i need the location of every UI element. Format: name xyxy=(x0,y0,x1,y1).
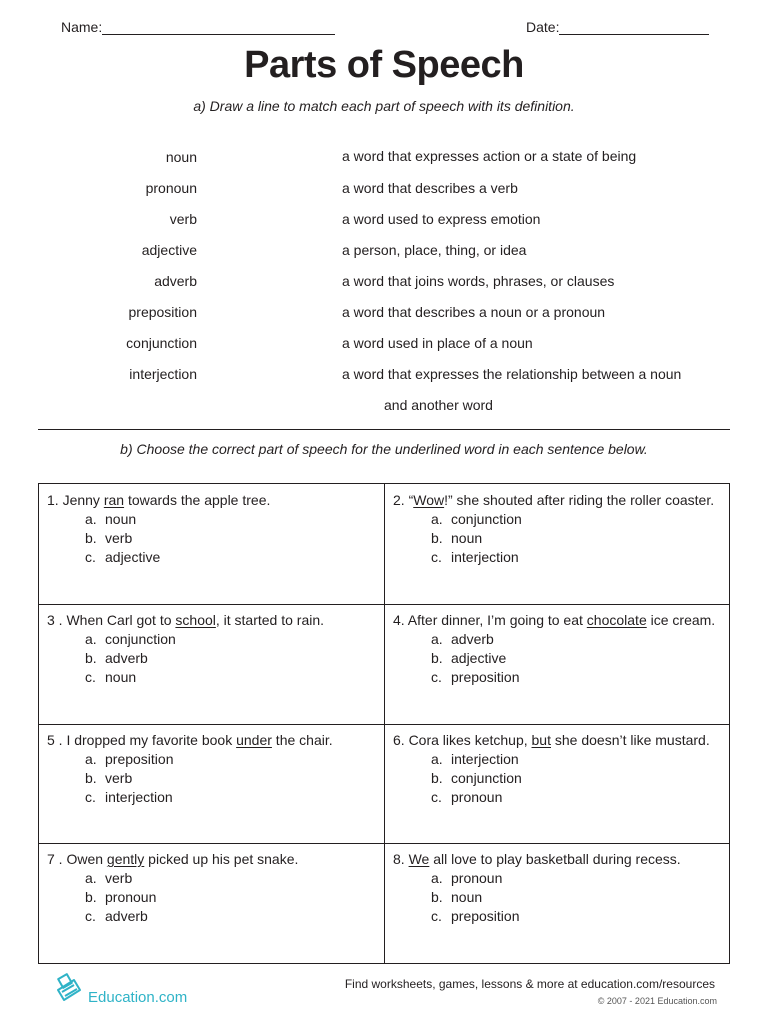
definition-2: a word that describes a verb xyxy=(342,180,518,196)
underlined-word: We xyxy=(408,851,430,867)
section-b-instruction: b) Choose the correct part of speech for the underlined word in each sentence below. xyxy=(120,441,648,457)
question-cell-8 xyxy=(385,843,731,963)
footer-copyright: © 2007 - 2021 Education.com xyxy=(597,996,717,1006)
answer-option[interactable] xyxy=(431,788,731,807)
option-label: adverb xyxy=(105,908,148,924)
question-cell-5 xyxy=(39,724,385,844)
answer-option[interactable] xyxy=(85,668,385,687)
question-text-end: , it started to rain. xyxy=(215,612,325,628)
option-letter: c. xyxy=(85,669,96,685)
option-letter: c. xyxy=(431,669,442,685)
footer-tagline[interactable]: Find worksheets, games, lessons & more at education.com/resources xyxy=(344,977,715,991)
option-letter: b. xyxy=(431,889,443,905)
definition-4: a person, place, thing, or idea xyxy=(342,242,527,258)
answer-options xyxy=(393,750,731,807)
page-title: Parts of Speech xyxy=(244,44,524,86)
question-text xyxy=(47,732,385,748)
section-divider xyxy=(38,429,730,430)
option-label: conjunction xyxy=(105,631,176,647)
section-a-instruction: a) Draw a line to match each part of speech with its definition. xyxy=(193,98,575,114)
option-label: noun xyxy=(451,530,483,546)
question-text-end: she doesn’t like mustard. xyxy=(550,732,710,748)
term-adjective: adjective xyxy=(141,242,197,258)
option-label: interjection xyxy=(451,751,519,767)
answer-option[interactable] xyxy=(431,668,731,687)
option-letter: c. xyxy=(85,789,96,805)
term-conjunction: conjunction xyxy=(126,335,197,351)
option-letter: a. xyxy=(85,751,97,767)
answer-option[interactable] xyxy=(85,888,385,907)
option-letter: a. xyxy=(431,870,443,886)
option-letter: a. xyxy=(85,870,97,886)
definition-6: a word that describes a noun or a pronoun xyxy=(342,304,606,320)
answer-option[interactable] xyxy=(85,649,385,668)
question-text xyxy=(47,612,385,628)
answer-option[interactable] xyxy=(85,510,385,529)
answer-option[interactable] xyxy=(431,649,731,668)
option-label: pronoun xyxy=(105,889,157,905)
question-text-end: picked up his pet snake. xyxy=(144,851,299,867)
question-cell-4 xyxy=(385,604,731,724)
option-label: adverb xyxy=(451,631,494,647)
option-label: noun xyxy=(105,669,137,685)
option-letter: a. xyxy=(85,631,97,647)
option-letter: a. xyxy=(431,751,443,767)
definition-5: a word that joins words, phrases, or clauses xyxy=(342,273,615,289)
date-line[interactable] xyxy=(559,18,709,35)
option-label: conjunction xyxy=(451,770,522,786)
option-label: pronoun xyxy=(451,789,503,805)
answer-option[interactable] xyxy=(431,548,731,567)
name-field[interactable] xyxy=(61,18,335,35)
name-line[interactable] xyxy=(102,18,335,35)
answer-options xyxy=(393,869,731,926)
question-text-end: !” she shouted after riding the roller coaster. xyxy=(444,492,715,508)
option-label: interjection xyxy=(105,789,173,805)
question-text-start: 2. “ xyxy=(393,492,414,508)
question-text-start: 5 . I dropped my favorite book xyxy=(47,732,237,748)
term-adverb: adverb xyxy=(154,273,197,289)
option-label: noun xyxy=(451,889,483,905)
option-label: interjection xyxy=(451,549,519,565)
answer-option[interactable] xyxy=(431,907,731,926)
question-text-end: ice cream. xyxy=(646,612,716,628)
option-letter: b. xyxy=(85,770,97,786)
definition-7: a word used in place of a noun xyxy=(342,335,533,351)
option-label: verb xyxy=(105,770,133,786)
answer-option[interactable] xyxy=(85,529,385,548)
question-text-start: 8. xyxy=(393,851,409,867)
question-text-start: 4. After dinner, I’m going to eat xyxy=(393,612,587,628)
answer-option[interactable] xyxy=(85,869,385,888)
question-text xyxy=(393,732,731,748)
question-text xyxy=(393,492,731,508)
option-letter: b. xyxy=(431,530,443,546)
option-letter: b. xyxy=(85,530,97,546)
name-label: Name: xyxy=(61,19,103,35)
question-cell-2 xyxy=(385,484,731,604)
question-text xyxy=(47,492,385,508)
question-text-start: 1. Jenny xyxy=(47,492,104,508)
question-text xyxy=(47,851,385,867)
option-label: pronoun xyxy=(451,870,503,886)
question-text xyxy=(393,612,731,628)
answer-options xyxy=(47,630,385,687)
option-letter: c. xyxy=(85,908,96,924)
option-label: verb xyxy=(105,530,133,546)
option-letter: c. xyxy=(431,789,442,805)
option-letter: c. xyxy=(85,549,96,565)
answer-option[interactable] xyxy=(85,788,385,807)
answer-option[interactable] xyxy=(431,769,731,788)
answer-option[interactable] xyxy=(431,510,731,529)
option-label: adjective xyxy=(105,549,161,565)
term-noun: noun xyxy=(165,149,197,165)
question-text-start: 6. Cora likes ketchup, xyxy=(393,732,532,748)
answer-option[interactable] xyxy=(431,750,731,769)
underlined-word: under xyxy=(236,732,272,748)
option-label: conjunction xyxy=(451,511,522,527)
option-letter: b. xyxy=(85,650,97,666)
option-label: adverb xyxy=(105,650,148,666)
answer-options xyxy=(47,750,385,807)
answer-option[interactable] xyxy=(85,769,385,788)
option-label: verb xyxy=(105,870,133,886)
answer-option[interactable] xyxy=(431,888,731,907)
date-label: Date: xyxy=(526,19,560,35)
answer-options xyxy=(47,510,385,567)
underlined-word: Wow xyxy=(413,492,445,508)
answer-option[interactable] xyxy=(431,869,731,888)
option-letter: b. xyxy=(85,889,97,905)
definition-8-continued: and another word xyxy=(384,397,493,413)
definition-3: a word used to express emotion xyxy=(342,211,541,227)
term-interjection: interjection xyxy=(129,366,197,382)
underlined-word: but xyxy=(531,732,551,748)
question-text xyxy=(393,851,731,867)
option-letter: c. xyxy=(431,908,442,924)
underlined-word: gently xyxy=(106,851,145,867)
option-label: preposition xyxy=(451,908,520,924)
option-letter: a. xyxy=(431,631,443,647)
option-label: preposition xyxy=(105,751,174,767)
option-letter: b. xyxy=(431,650,443,666)
option-label: noun xyxy=(105,511,137,527)
option-letter: c. xyxy=(431,549,442,565)
definition-1: a word that expresses action or a state of being xyxy=(342,148,637,164)
question-text-end: towards the apple tree. xyxy=(124,492,271,508)
term-preposition: preposition xyxy=(128,304,197,320)
underlined-word: ran xyxy=(103,492,125,508)
date-field[interactable] xyxy=(526,18,709,35)
question-cell-7 xyxy=(39,843,385,963)
answer-option[interactable] xyxy=(85,630,385,649)
term-pronoun: pronoun xyxy=(145,180,197,196)
option-letter: a. xyxy=(85,511,97,527)
question-cell-1 xyxy=(39,484,385,604)
option-letter: b. xyxy=(431,770,443,786)
option-label: adjective xyxy=(451,650,507,666)
brand-name: Education.com xyxy=(88,989,188,1006)
answer-option[interactable] xyxy=(85,907,385,926)
question-text-start: 7 . Owen xyxy=(47,851,107,867)
definition-8: a word that expresses the relationship between a noun xyxy=(342,366,682,382)
answer-option[interactable] xyxy=(431,630,731,649)
answer-option[interactable] xyxy=(85,750,385,769)
answer-options xyxy=(47,869,385,926)
education-com-logo-icon xyxy=(54,972,84,1006)
question-cell-6 xyxy=(385,724,731,844)
answer-option[interactable] xyxy=(85,548,385,567)
questions-grid xyxy=(38,483,730,964)
term-verb: verb xyxy=(169,211,197,227)
question-text-end: the chair. xyxy=(271,732,333,748)
answer-options xyxy=(393,510,731,567)
question-text-start: 3 . When Carl got to xyxy=(47,612,176,628)
question-cell-3 xyxy=(39,604,385,724)
option-label: preposition xyxy=(451,669,520,685)
question-text-end: all love to play basketball during recess. xyxy=(429,851,681,867)
underlined-word: school xyxy=(175,612,216,628)
answer-options xyxy=(393,630,731,687)
underlined-word: chocolate xyxy=(586,612,647,628)
answer-option[interactable] xyxy=(431,529,731,548)
option-letter: a. xyxy=(431,511,443,527)
